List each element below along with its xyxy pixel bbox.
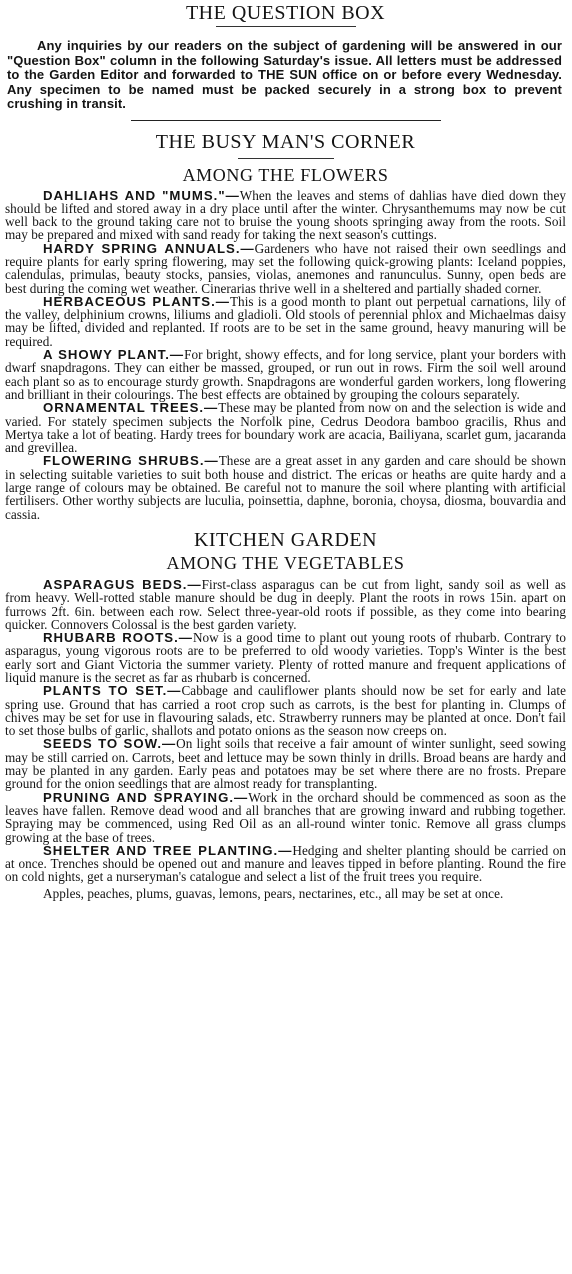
article-heading: A SHOWY PLANT.— [43, 347, 185, 363]
title-rule [216, 26, 356, 27]
article-heading: HARDY SPRING ANNUALS.— [43, 240, 255, 256]
article-herbaceous-plants [5, 295, 566, 348]
article-plants-to-set [5, 684, 566, 737]
flowers-articles [3, 189, 568, 521]
spacer [3, 521, 568, 529]
article-text: This is a good month to plant out perpetual carnations, lily of the valley, delphinium crowns, liliums and gladioli. Old stools of perennial phlox and Michaelmas daisy may be lifted, divided and replanted. If roots are to be set in the same ground, heavy manuring will be required. [5, 293, 566, 349]
article-heading: DAHLIAHS AND "MUMS."— [43, 187, 240, 203]
article-flowering-shrubs [5, 454, 566, 520]
article-heading: PLANTS TO SET.— [43, 683, 182, 699]
among-the-flowers-heading: AMONG THE FLOWERS [182, 164, 389, 185]
article-pruning-and-spraying [5, 791, 566, 844]
article-hardy-spring-annuals [5, 242, 566, 295]
article-heading: RHUBARB ROOTS.— [43, 630, 193, 646]
title-rule [238, 158, 334, 159]
article-heading: FLOWERING SHRUBS.— [43, 453, 219, 469]
question-box-intro: Any inquiries by our readers on the subject of gardening will be answered in our "Question Box" column in the following Saturday's issue. All letters must be addressed to the Garden Editor and forwarded to THE SUN office on or before every Wednesday. Any specimen to be named must be packed securely in a strong box to prevent crushing in transit. [7, 38, 562, 111]
busy-mans-corner-title: THE BUSY MAN'S CORNER [155, 130, 416, 153]
question-box-title: THE QUESTION BOX [185, 2, 386, 24]
article-text: Cabbage and cauliflower plants should now be set for early and late spring use. Ground that has carried a root crop such as carrots, is the best for planting in. Clumps of chives may be set for use in flavouring salads, etc. Strawberry runners may be planted at once. Don't fail to set those bulbs of garlic, shallots and potato onions as the season now creeps on. [5, 683, 566, 739]
article-fruit-trees-note [5, 887, 566, 900]
article-text: Now is a good time to plant out young roots of rhubarb. Contrary to asparagus, young vigorous roots are to be preferred to old woody varieties. Topp's Winter is the best early sort and Giant Victoria the summer variety. Plenty of rotted manure and frequent applications of liquid manure is the secret as far as rhubarb is concerned. [5, 630, 567, 685]
kitchen-garden-title: KITCHEN GARDEN [193, 528, 378, 551]
article-heading: SHELTER AND TREE PLANTING.— [43, 842, 293, 858]
article-heading: ORNAMENTAL TREES.— [43, 400, 219, 416]
article-asparagus-beds [5, 578, 566, 631]
article-heading: HERBACEOUS PLANTS.— [43, 293, 230, 309]
article-shelter-and-tree-planting [5, 844, 566, 884]
article-text: These are a great asset in any garden and care should be shown in selecting suitable varieties to suit both house and district. The ericas or heaths are quite hardy and a large range of colours may be obtained. Be careful not to manure the soil where planting with artificial fertilisers. Other worthy subjects are luculia, poinsettia, daphne, boronia, choysa, diosma, bouvardia and cassia. [5, 453, 566, 522]
article-text: Work in the orchard should be commenced as soon as the leaves have fallen. Remove dead wood and all branches that are growing inward and rubbing together. Spraying may be commenced, using Red Oil as an all-round winter tonic. Remove all grass clumps growing at the base of trees. [5, 789, 566, 845]
article-text: Gardeners who have not raised their own seedlings and require plants for early spring flowering, may set the following quick-growing plants: Iceland poppies, calendulas, primulas, beauty stocks, pansies, violas, anemones and ranunculus. Sunny, open beds are best during the coming wet weather. Cinerarias thrive well in a sheltered and partially shaded corner. [5, 240, 566, 296]
article-text: On light soils that receive a fair amount of winter sunlight, seed sowing may be still carried on. Carrots, beet and lettuce may be sown thinly in drills. Broad beans are hardy and may be planted in any garden. Early peas and potatoes may be set where there are no frosts. Prepare ground for the onion seedlings that are almost ready for transplanting. [5, 736, 567, 792]
article-seeds-to-sow [5, 737, 566, 790]
article-text: First-class asparagus can be cut from light, sandy soil as well as from heavy. Well-rotted stable manure should be dug in deeply. Plant the roots in rows 15in. apart on furrows 2ft. 6in. between each row. Select three-year-old roots if possible, as they come into bearing quicker. Connovers Colossal is the best garden variety. [5, 576, 566, 632]
article-text: These may be planted from now on and the selection is wide and varied. For stately specimen subjects the Norfolk pine, Cedrus Deodora bamboo gracilis, Rhus and Mertya take a lot of beating. Hardy trees for boundary work are acacia, Bailiyana, scarlet gum, jacaranda and grevillea. [5, 400, 566, 456]
article-text: Apples, peaches, plums, guavas, lemons, pears, nectarines, etc., all may be set at once. [43, 885, 504, 901]
article-heading: SEEDS TO SOW.— [43, 736, 177, 752]
vegetables-articles [3, 578, 568, 900]
article-dahlias [5, 189, 566, 242]
article-text: When the leaves and stems of dahlias have died down they should be lifted and stored away in a dry place until after the winter. Chrysanthemums may now be cut well back to the ground taking care not to bruise the young shoots springing away from the roots. Soil may be prepared and mixed with sand ready for taking the next season's cuttings. [5, 187, 566, 243]
section-divider [131, 120, 441, 121]
article-ornamental-trees [5, 401, 566, 454]
among-the-vegetables-heading: AMONG THE VEGETABLES [166, 552, 405, 573]
article-rhubarb-roots [5, 631, 566, 684]
article-showy-plant [5, 348, 566, 401]
article-heading: ASPARAGUS BEDS.— [43, 576, 202, 592]
article-text: Hedging and shelter planting should be carried on at once. Trenches should be opened out and manure and leaves tipped in before planting. Round the fire on cold nights, get a nurseryman's catalogue and select a list of the fruit trees you require. [5, 842, 567, 885]
article-heading: PRUNING AND SPRAYING.— [43, 789, 249, 805]
article-text: For bright, showy effects, and for long service, plant your borders with dwarf snapdragons. They can either be massed, grouped, or run out in rows. Firm the soil well around each plant so as to encourage sturdy growth. Snapdragons are wonderful garden workers, long flowering and brilliant in their colourings. The best effects are obtained by grouping the colours separately. [5, 347, 566, 402]
